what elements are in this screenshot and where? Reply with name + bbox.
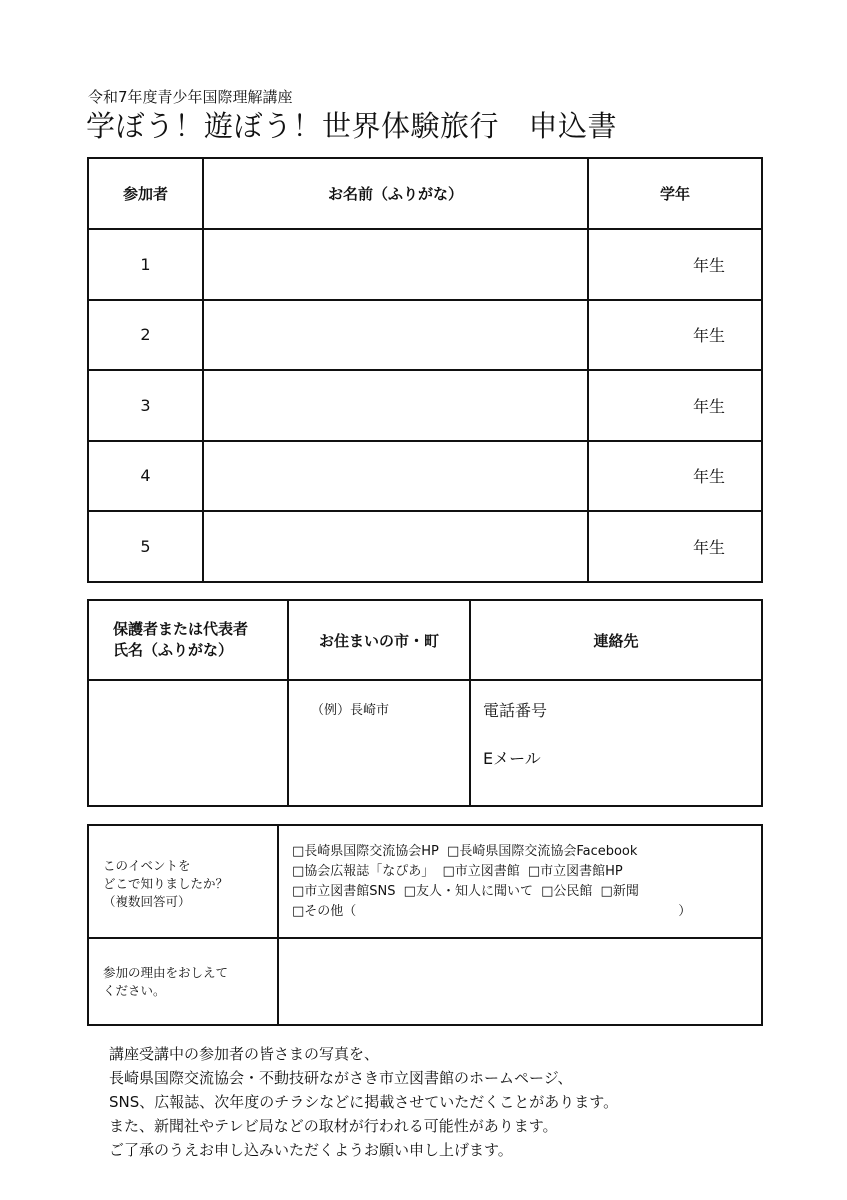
form-title: 学ぼう！遊ぼう！世界体験旅行 申込書	[86, 109, 618, 143]
guardian-name-header-line1: 保護者または代表者	[113, 620, 249, 638]
guardian-name-header	[88, 600, 288, 680]
notice-line: 長崎県国際交流協会・不動技研ながさき市立図書館のホームページ、	[109, 1069, 573, 1087]
name-header: お名前（ふりがな）	[203, 158, 588, 229]
participant-row	[88, 511, 762, 582]
survey-source-row	[88, 825, 762, 938]
participant-grade-field[interactable]: 年生	[588, 370, 762, 441]
participant-row	[88, 229, 762, 300]
source-question-line1: このイベントを	[103, 857, 191, 873]
city-header: お住まいの市・町	[288, 600, 470, 680]
guardian-table	[87, 599, 763, 807]
option-checkbox[interactable]: □市立図書館SNS	[292, 883, 396, 899]
source-question-line3: （複数回答可）	[103, 893, 191, 909]
participant-number: 4	[88, 441, 203, 512]
notice-line: 講座受講中の参加者の皆さまの写真を、	[109, 1045, 380, 1063]
options-row-4	[292, 902, 761, 922]
participant-name-field[interactable]	[203, 229, 588, 300]
guardian-name-field[interactable]	[88, 680, 288, 806]
participant-grade-field[interactable]: 年生	[588, 300, 762, 371]
participant-number: 5	[88, 511, 203, 582]
grade-header: 学年	[588, 158, 762, 229]
participant-name-field[interactable]	[203, 300, 588, 371]
participant-row	[88, 441, 762, 512]
source-question	[88, 825, 278, 938]
option-checkbox[interactable]: □公民館	[541, 883, 593, 899]
option-checkbox[interactable]: □市立図書館HP	[527, 863, 623, 879]
email-label: Eメール	[483, 749, 541, 768]
option-checkbox[interactable]: □新聞	[600, 883, 639, 899]
other-option-checkbox[interactable]: □その他（	[292, 903, 357, 919]
city-example: （例）長崎市	[311, 703, 390, 718]
notice-line: SNS、広報誌、次年度のチラシなどに掲載させていただくことがあります。	[109, 1093, 619, 1111]
participant-number: 1	[88, 229, 203, 300]
survey-reason-row	[88, 938, 762, 1025]
other-close-paren: ）	[678, 903, 692, 919]
participant-row	[88, 300, 762, 371]
participant-grade-field[interactable]: 年生	[588, 441, 762, 512]
guardian-header-row	[88, 600, 762, 680]
survey-table	[87, 824, 763, 1026]
option-checkbox[interactable]: □長崎県国際交流協会HP	[292, 843, 439, 859]
phone-label: 電話番号	[483, 701, 548, 720]
reason-question-line1: 参加の理由をおしえて	[103, 965, 229, 980]
source-question-line2: どこで知りましたか？	[103, 875, 229, 891]
source-options	[278, 825, 762, 938]
participants-table	[87, 157, 763, 583]
contact-field[interactable]	[470, 680, 762, 806]
participant-name-field[interactable]	[203, 511, 588, 582]
reason-question-line2: ください。	[103, 983, 166, 998]
participant-grade-field[interactable]: 年生	[588, 511, 762, 582]
options-row-3	[292, 882, 761, 902]
reason-question	[88, 938, 278, 1025]
contact-header: 連絡先	[470, 600, 762, 680]
options-row-2	[292, 862, 761, 882]
participant-number: 2	[88, 300, 203, 371]
notice-line: ご了承のうえお申し込みいただくようお願い申し上げます。	[109, 1141, 513, 1159]
participant-grade-field[interactable]: 年生	[588, 229, 762, 300]
notice-line: また、新聞社やテレビ局などの取材が行われる可能性があります。	[109, 1117, 558, 1135]
options-row-1	[292, 842, 761, 862]
form-subtitle: 令和7年度青少年国際理解講座	[88, 88, 293, 106]
participant-header: 参加者	[88, 158, 203, 229]
guardian-input-row	[88, 680, 762, 806]
participant-number: 3	[88, 370, 203, 441]
city-field[interactable]	[288, 680, 470, 806]
photo-notice	[109, 1042, 618, 1162]
option-checkbox[interactable]: □長崎県国際交流協会Facebook	[447, 843, 638, 859]
option-checkbox[interactable]: □市立図書館	[442, 863, 520, 879]
reason-field[interactable]	[278, 938, 762, 1025]
participant-name-field[interactable]	[203, 441, 588, 512]
guardian-name-header-line2: 氏名（ふりがな）	[113, 641, 234, 659]
participant-name-field[interactable]	[203, 370, 588, 441]
participant-row	[88, 370, 762, 441]
participants-header-row	[88, 158, 762, 229]
option-checkbox[interactable]: □協会広報誌「なぴあ」	[292, 863, 435, 879]
option-checkbox[interactable]: □友人・知人に聞いて	[403, 883, 533, 899]
